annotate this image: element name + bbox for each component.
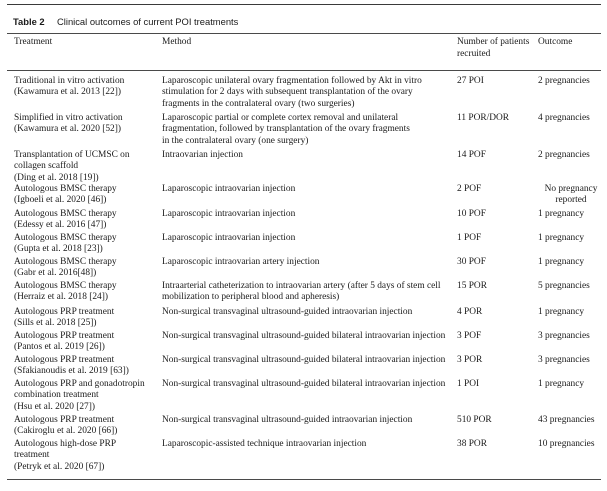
cell-outcome-line: 1 pregnancy — [538, 233, 585, 243]
cell-treatment-line: Autologous high-dose PRP — [14, 439, 117, 449]
cell-method-line: in the contralateral ovary (one surgery) — [162, 135, 309, 146]
cell-method — [162, 379, 454, 390]
header-treatment: Treatment — [14, 37, 53, 47]
table-header — [0, 37, 607, 67]
cell-method-line: Non-surgical transvaginal ultrasound-guided bilateral intraovarian injection — [162, 355, 446, 365]
header-number-of-patients: Number of patients recruited — [457, 37, 530, 59]
cell-method — [162, 209, 454, 220]
cell-method-line: fragmentation, followed by transplantation of the ovary fragments — [162, 124, 410, 135]
cell-treatment-line: Autologous PRP treatment — [14, 415, 115, 425]
table-bottom-rule — [7, 479, 601, 480]
cell-treatment-line: (Sfakianoudis et al. 2019 [63]) — [14, 366, 129, 377]
cell-outcome — [538, 415, 604, 426]
cell-outcome — [538, 307, 604, 318]
cell-treatment — [14, 307, 159, 330]
cell-treatment — [14, 233, 159, 256]
cell-method-line: mobilization to peripheral blood and apheresis) — [162, 292, 340, 303]
cell-treatment-line: Traditional in vitro activation — [14, 76, 125, 86]
cell-treatment-line: (Pantos et al. 2019 [26]) — [14, 342, 105, 353]
cell-method — [162, 355, 454, 366]
cell-treatment-line: (Gabr et al. 2016[48]) — [14, 268, 97, 279]
cell-treatment-line: Autologous PRP treatment — [14, 331, 115, 341]
cell-treatment-line: Autologous BMSC therapy — [14, 233, 117, 243]
cell-treatment-line: Autologous BMSC therapy — [14, 184, 117, 194]
cell-method-line: Non-surgical transvaginal ultrasound-guided bilateral intraovarian injection — [162, 331, 446, 341]
cell-outcome-line: 1 pregnancy — [538, 307, 585, 317]
cell-outcome-line: reported — [555, 195, 587, 206]
cell-method-line: Non-surgical transvaginal ultrasound-guided bilateral intraovarian injection — [162, 379, 446, 389]
table-title: Clinical outcomes of current POI treatments — [57, 16, 239, 27]
cell-outcome-line: 4 pregnancies — [538, 113, 590, 123]
cell-number-of-patients: 30 POF — [457, 257, 486, 267]
table-caption — [13, 16, 238, 29]
cell-outcome — [538, 76, 604, 87]
cell-treatment-line: Autologous PRP and gonadotropin — [14, 379, 145, 389]
cell-method — [162, 331, 454, 342]
cell-treatment-line: Simplified in vitro activation — [14, 113, 123, 123]
cell-outcome — [538, 209, 604, 220]
cell-method-line: Intraovarian injection — [162, 150, 243, 160]
cell-number-of-patients: 11 POR/DOR — [457, 113, 510, 123]
cell-treatment — [14, 113, 159, 136]
cell-treatment-line: Autologous BMSC therapy — [14, 257, 117, 267]
cell-treatment-line: (Hsu et al. 2020 [27]) — [14, 401, 95, 412]
cell-treatment — [14, 281, 159, 304]
cell-method-line: Laparoscopic partial or complete cortex removal and unilateral — [162, 113, 399, 123]
cell-method-line: Non-surgical transvaginal ultrasound-guided intraovarian injection — [162, 307, 413, 317]
cell-number-of-patients: 2 POF — [457, 184, 482, 194]
cell-outcome-line: 1 pregnancy — [538, 209, 585, 219]
cell-number-of-patients: 38 POR — [457, 439, 487, 449]
cell-method — [162, 307, 454, 318]
cell-treatment — [14, 150, 159, 184]
cell-outcome — [538, 113, 604, 124]
cell-treatment-line: Transplantation of UCMSC on — [14, 150, 130, 160]
cell-number-of-patients: 510 POR — [457, 415, 492, 425]
cell-method — [162, 184, 454, 195]
cell-number-of-patients: 14 POF — [457, 150, 486, 160]
cell-treatment-line: (Ding et al. 2018 [19]) — [14, 172, 99, 183]
cell-treatment-line: Autologous PRP treatment — [14, 307, 115, 317]
cell-method — [162, 233, 454, 244]
cell-treatment-line: (Kawamura et al. 2013 [22]) — [14, 87, 121, 98]
cell-outcome — [538, 150, 604, 161]
cell-treatment-line: (Herraiz et al. 2018 [24]) — [14, 292, 108, 303]
cell-treatment-line: (Petryk et al. 2020 [67]) — [14, 461, 105, 472]
cell-method — [162, 257, 454, 268]
cell-method — [162, 113, 454, 147]
cell-method-line: Laparoscopic-assisted technique intraovarian injection — [162, 439, 367, 449]
cell-method-line: stimulation for 2 days with subsequent transplantation of the ovary — [162, 87, 413, 98]
cell-number-of-patients: 4 POR — [457, 307, 483, 317]
cell-treatment-line: (Kawamura et al. 2020 [52]) — [14, 124, 121, 135]
cell-method-line: Laparoscopic intraovarian injection — [162, 209, 296, 219]
cell-outcome-line: 2 pregnancies — [538, 76, 590, 86]
cell-treatment — [14, 209, 159, 232]
header-method: Method — [162, 37, 192, 47]
cell-outcome — [538, 257, 604, 268]
cell-treatment-line: treatment — [14, 450, 50, 461]
cell-treatment — [14, 257, 159, 280]
top-rule — [7, 4, 601, 5]
header-top-rule — [7, 33, 601, 34]
cell-outcome — [538, 439, 604, 450]
header-bottom-rule — [7, 70, 601, 71]
cell-method-line: Laparoscopic intraovarian injection — [162, 233, 296, 243]
cell-treatment-line: (Igboeli et al. 2020 [46]) — [14, 195, 107, 206]
cell-method-line: Laparoscopic unilateral ovary fragmentation followed by Akt in vitro — [162, 76, 422, 86]
cell-outcome-line: 2 pregnancies — [538, 150, 590, 160]
cell-method-line: Laparoscopic intraovarian injection — [162, 184, 296, 194]
cell-number-of-patients: 10 POF — [457, 209, 486, 219]
cell-treatment — [14, 415, 159, 438]
cell-treatment-line: Autologous BMSC therapy — [14, 281, 117, 291]
table-label: Table 2 — [13, 16, 45, 27]
cell-treatment-line: (Edessy et al. 2016 [47]) — [14, 220, 107, 231]
cell-outcome-line: 10 pregnancies — [538, 439, 595, 449]
cell-outcome — [538, 331, 604, 342]
cell-method — [162, 76, 454, 110]
cell-outcome-line: 43 pregnancies — [538, 415, 595, 425]
cell-treatment-line: Autologous PRP treatment — [14, 355, 115, 365]
cell-treatment-line: (Sills et al. 2018 [25]) — [14, 318, 97, 329]
cell-number-of-patients: 1 POI — [457, 379, 480, 389]
cell-outcome — [538, 379, 604, 390]
cell-treatment-line: Autologous BMSC therapy — [14, 209, 117, 219]
cell-treatment-line: (Cakiroglu et al. 2020 [66]) — [14, 426, 118, 437]
cell-treatment-line: (Gupta et al. 2018 [23]) — [14, 244, 103, 255]
cell-number-of-patients: 1 POF — [457, 233, 482, 243]
cell-treatment — [14, 439, 159, 473]
cell-outcome — [538, 184, 604, 207]
cell-outcome-line: 1 pregnancy — [538, 257, 585, 267]
cell-number-of-patients: 27 POI — [457, 76, 484, 86]
cell-outcome — [538, 355, 604, 366]
cell-outcome-line: 3 pregnancies — [538, 355, 590, 365]
cell-treatment — [14, 355, 159, 378]
cell-treatment — [14, 379, 159, 413]
cell-treatment — [14, 76, 159, 99]
cell-number-of-patients: 15 POR — [457, 281, 487, 291]
cell-method-line: Laparoscopic intraovarian artery injection — [162, 257, 320, 267]
cell-outcome-line: 5 pregnancies — [538, 281, 590, 291]
cell-outcome-line: 3 pregnancies — [538, 331, 590, 341]
cell-method — [162, 150, 454, 161]
cell-method-line: Non-surgical transvaginal ultrasound-guided intraovarian injection — [162, 415, 413, 425]
cell-method — [162, 415, 454, 426]
cell-outcome-line: No pregnancy — [544, 184, 598, 194]
cell-outcome-line: 1 pregnancy — [538, 379, 585, 389]
cell-treatment — [14, 184, 159, 207]
cell-outcome — [538, 233, 604, 244]
cell-number-of-patients: 3 POR — [457, 355, 483, 365]
cell-outcome — [538, 281, 604, 292]
cell-method-line: fragments in the contralateral ovary (two surgeries) — [162, 98, 355, 109]
cell-treatment-line: combination treatment — [14, 390, 99, 401]
cell-treatment-line: collagen scaffold — [14, 161, 79, 172]
cell-method — [162, 281, 454, 304]
cell-method — [162, 439, 454, 450]
cell-method-line: Intraarterial catheterization to intraovarian artery (after 5 days of stem cell — [162, 281, 441, 291]
cell-treatment — [14, 331, 159, 354]
cell-number-of-patients: 3 POF — [457, 331, 482, 341]
header-outcome: Outcome — [538, 37, 573, 47]
